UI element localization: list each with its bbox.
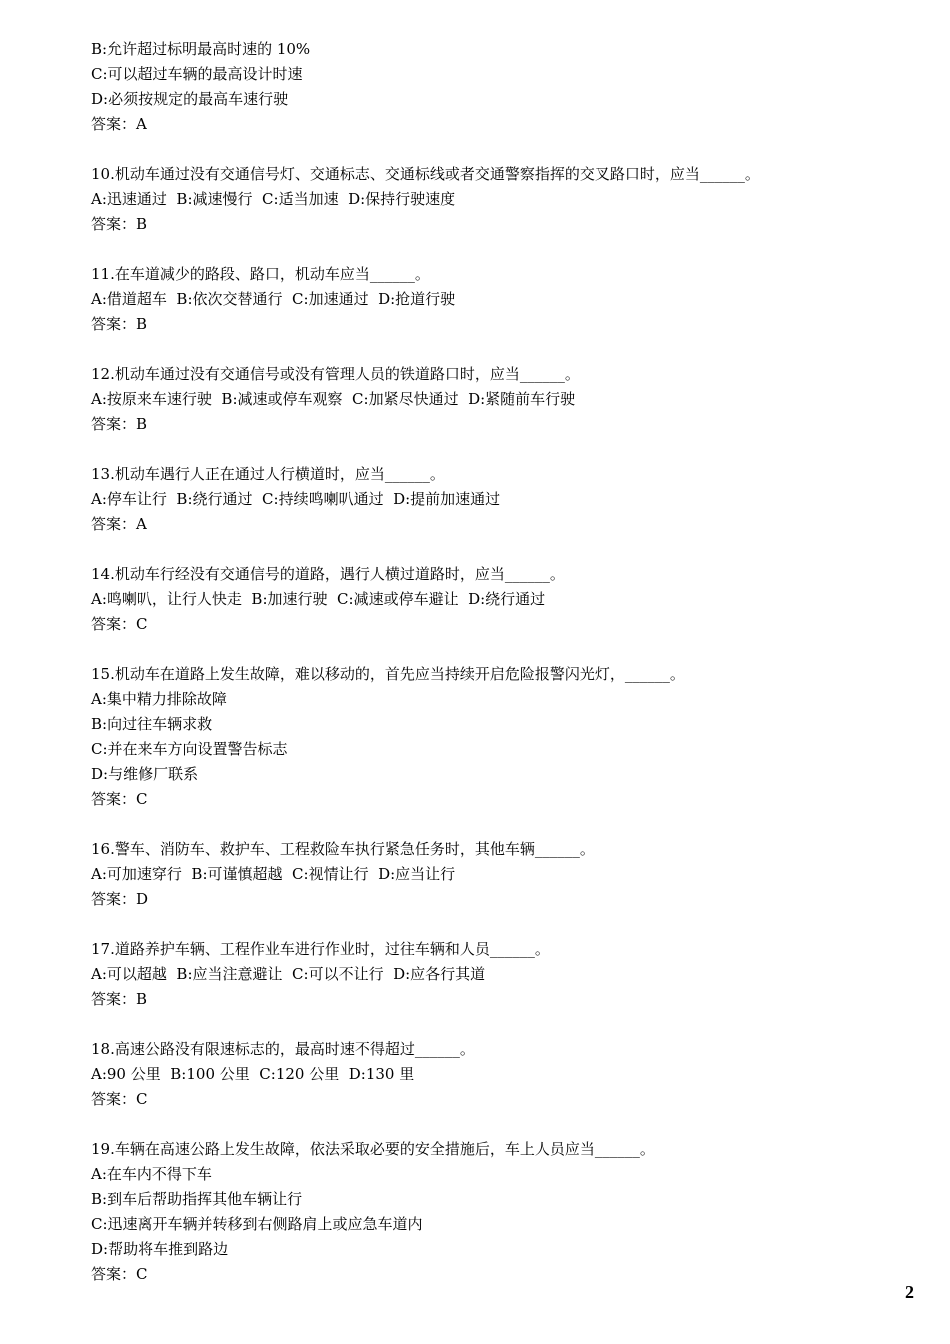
question-block (91, 162, 891, 237)
question-answer: 答案：D (91, 890, 149, 908)
question-answer: 答案：B (91, 215, 148, 233)
question-block (91, 1137, 891, 1287)
question-options: B:到车后帮助指挥其他车辆让行 (91, 1190, 303, 1208)
question-stem: 10.机动车通过没有交通信号灯、交通标志、交通标线或者交通警察指挥的交叉路口时，应当______。 (91, 165, 760, 183)
question-block (91, 462, 891, 537)
page-number: 2 (905, 1282, 914, 1302)
question-options: A:90 公里 B:100 公里 C:120 公里 D:130 里 (91, 1065, 415, 1083)
question-answer: 答案：C (91, 790, 148, 808)
question-stem: 11.在车道减少的路段、路口，机动车应当______。 (91, 265, 430, 283)
intro-option-b: B:允许超过标明最高时速的 10% (91, 40, 311, 58)
document-page (91, 37, 891, 1287)
question-options: A:借道超车 B:依次交替通行 C:加速通过 D:抢道行驶 (91, 290, 456, 308)
question-block (91, 562, 891, 637)
question-options: A:鸣喇叭，让行人快走 B:加速行驶 C:减速或停车避让 D:绕行通过 (91, 590, 546, 608)
question-answer: 答案：B (91, 315, 148, 333)
question-stem: 14.机动车行经没有交通信号的道路，遇行人横过道路时，应当______。 (91, 565, 565, 583)
question-answer: 答案：C (91, 615, 148, 633)
question-answer: 答案：B (91, 415, 148, 433)
question-answer: 答案：A (91, 515, 147, 533)
question-stem: 13.机动车遇行人正在通过人行横道时，应当______。 (91, 465, 445, 483)
question-options: D:帮助将车推到路边 (91, 1240, 229, 1258)
question-options: A:集中精力排除故障 (91, 690, 227, 708)
question-stem: 18.高速公路没有限速标志的，最高时速不得超过______。 (91, 1040, 475, 1058)
question-block (91, 662, 891, 812)
question-stem: 17.道路养护车辆、工程作业车进行作业时，过往车辆和人员______。 (91, 940, 550, 958)
question-stem: 16.警车、消防车、救护车、工程救险车执行紧急任务时，其他车辆______。 (91, 840, 595, 858)
question-options: A:按原来车速行驶 B:减速或停车观察 C:加紧尽快通过 D:紧随前车行驶 (91, 390, 576, 408)
question-options: B:向过往车辆求救 (91, 715, 213, 733)
intro-option-d: D:必须按规定的最高车速行驶 (91, 90, 289, 108)
intro-block (91, 37, 891, 137)
question-options: A:迅速通过 B:减速慢行 C:适当加速 D:保持行驶速度 (91, 190, 456, 208)
question-options: D:与维修厂联系 (91, 765, 199, 783)
question-answer: 答案：B (91, 990, 148, 1008)
intro-option-c: C:可以超过车辆的最高设计时速 (91, 65, 303, 83)
question-options: C:迅速离开车辆并转移到右侧路肩上或应急车道内 (91, 1215, 423, 1233)
question-block (91, 362, 891, 437)
question-options: A:可以超越 B:应当注意避让 C:可以不让行 D:应各行其道 (91, 965, 486, 983)
question-block (91, 262, 891, 337)
question-options: A:停车让行 B:绕行通过 C:持续鸣喇叭通过 D:提前加速通过 (91, 490, 501, 508)
question-answer: 答案：C (91, 1265, 148, 1283)
question-options: A:在车内不得下车 (91, 1165, 212, 1183)
question-stem: 19.车辆在高速公路上发生故障，依法采取必要的安全措施后，车上人员应当______。 (91, 1140, 655, 1158)
question-options: A:可加速穿行 B:可谨慎超越 C:视情让行 D:应当让行 (91, 865, 456, 883)
question-list (91, 162, 891, 1287)
question-answer: 答案：C (91, 1090, 148, 1108)
question-options: C:并在来车方向设置警告标志 (91, 740, 288, 758)
question-block (91, 1037, 891, 1112)
question-block (91, 937, 891, 1012)
intro-answer: 答案：A (91, 115, 147, 133)
question-block (91, 837, 891, 912)
question-stem: 12.机动车通过没有交通信号或没有管理人员的铁道路口时，应当______。 (91, 365, 580, 383)
question-stem: 15.机动车在道路上发生故障，难以移动的，首先应当持续开启危险报警闪光灯，______。 (91, 665, 685, 683)
